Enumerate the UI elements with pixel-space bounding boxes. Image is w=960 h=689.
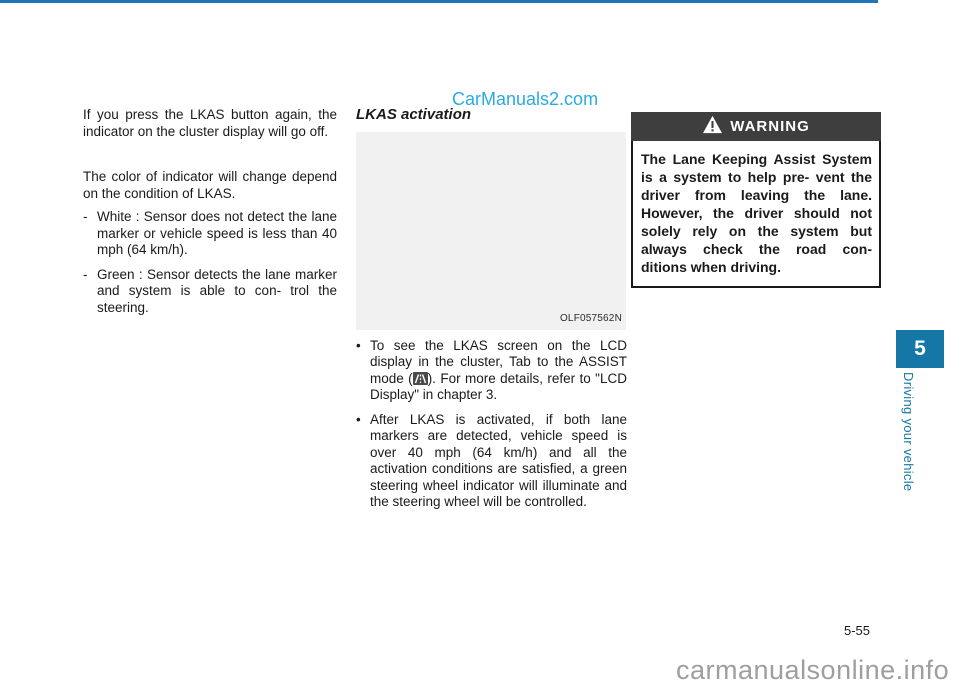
list-item-text: White : Sensor does not detect the lane marker or vehicle speed is less than 40 mph (64 km/h). [97, 209, 337, 257]
bullet-item [356, 338, 627, 404]
left-column [83, 107, 337, 324]
middle-column [356, 107, 627, 519]
list-item [83, 267, 337, 317]
bullet-text-pre: To see the LKAS screen on the LCD display in the cluster, Tab to the ASSIST mode ( [370, 337, 627, 386]
top-watermark: CarManuals2.com [452, 89, 599, 109]
section-heading: LKAS activation [356, 106, 472, 123]
bullet-item [356, 412, 627, 511]
header-rule [0, 0, 878, 3]
chapter-title-vertical: Driving your vehicle [901, 372, 916, 492]
bottom-watermark: carmanualsonline.info [676, 655, 950, 685]
paragraph-indicator-color: The color of indicator will change depend on the condition of LKAS. [83, 169, 337, 201]
bullet-text-post: ). For more details, refer to "LCD Display" in chapter 3. [370, 370, 627, 402]
warning-body-text: The Lane Keeping Assist System is a system to help pre- vent the driver from leaving the lane. However, the driver should not solely rely on the system but always check the road con- ditions when driving. [631, 141, 881, 288]
warning-box [631, 112, 881, 288]
warning-header [631, 112, 881, 141]
chapter-tab [896, 330, 944, 368]
bullet-text: After LKAS is activated, if both lane markers are detected, vehicle speed is over 40 mph (64 km/h) and all the activation conditions are satisfied, a green steering wheel indicator will illuminate and the steering wheel will be controlled. [370, 411, 627, 509]
list-item-text: Green : Sensor detects the lane marker and system is able to con- trol the steering. [97, 266, 337, 315]
lane-assist-icon [413, 372, 428, 385]
dash-marker: - [83, 266, 88, 282]
page-number: 5-55 [844, 623, 871, 638]
paragraph-lkas-button: If you press the LKAS button again, the indicator on the cluster display will go off. [83, 107, 337, 139]
bullet-marker: • [356, 337, 361, 353]
chapter-number: 5 [914, 337, 926, 360]
cluster-display-image-placeholder [356, 132, 626, 330]
warning-triangle-icon [702, 115, 723, 139]
image-caption: OLF057562N [559, 313, 622, 324]
list-item [83, 209, 337, 259]
bullet-marker: • [356, 411, 361, 427]
warning-title: WARNING [730, 118, 810, 135]
dash-marker: - [83, 209, 88, 224]
